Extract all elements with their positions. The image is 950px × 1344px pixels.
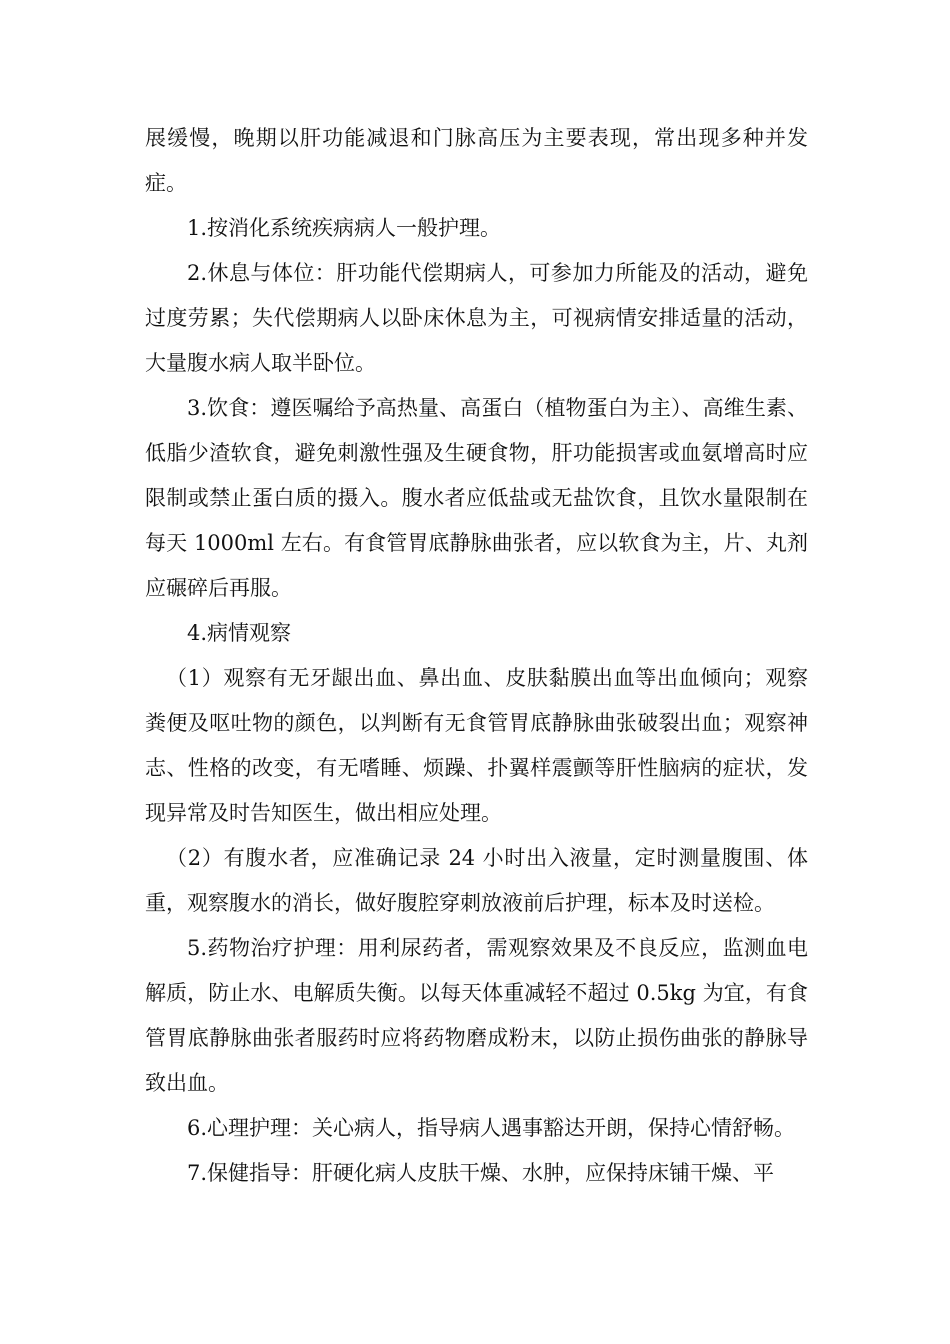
paragraph-item-4: 4.病情观察	[187, 621, 292, 645]
document-body	[145, 116, 808, 1196]
paragraph-continuation: 展缓慢，晚期以肝功能减退和门脉高压为主要表现，常出现多种并发症。	[145, 126, 808, 195]
paragraph-item-4-1: （1）观察有无牙龈出血、鼻出血、皮肤黏膜出血等出血倾向；观察粪便及呕吐物的颜色，以判断有无食管胃底静脉曲张破裂出血；观察神志、性格的改变，有无嗜睡、烦躁、扑翼样震颤等肝性脑病的症状，发现异常及时告知医生，做出相应处理。	[145, 666, 808, 825]
paragraph-item-7: 7.保健指导：肝硬化病人皮肤干燥、水肿，应保持床铺干燥、平	[187, 1161, 775, 1185]
paragraph-item-3: 3.饮食：遵医嘱给予高热量、高蛋白（植物蛋白为主）、高维生素、低脂少渣软食，避免刺激性强及生硬食物，肝功能损害或血氨增高时应限制或禁止蛋白质的摄入。腹水者应低盐或无盐饮食，且饮水量限制在每天 1000ml 左右。有食管胃底静脉曲张者，应以软食为主，片、丸剂应碾碎后再服。	[145, 396, 808, 600]
paragraph-item-1: 1.按消化系统疾病病人一般护理。	[187, 216, 502, 240]
paragraph-item-5: 5.药物治疗护理：用利尿药者，需观察效果及不良反应，监测血电解质，防止水、电解质失衡。以每天体重减轻不超过 0.5kg 为宜，有食管胃底静脉曲张者服药时应将药物磨成粉末，以防止损伤曲张的静脉导致出血。	[145, 936, 808, 1095]
paragraph-item-6: 6.心理护理：关心病人，指导病人遇事豁达开朗，保持心情舒畅。	[187, 1116, 796, 1140]
paragraph-item-2: 2.休息与体位：肝功能代偿期病人，可参加力所能及的活动，避免过度劳累；失代偿期病人以卧床休息为主，可视病情安排适量的活动，大量腹水病人取半卧位。	[145, 261, 808, 375]
paragraph-item-4-2: （2）有腹水者，应准确记录 24 小时出入液量，定时测量腹围、体重，观察腹水的消长，做好腹腔穿刺放液前后护理，标本及时送检。	[145, 846, 808, 915]
